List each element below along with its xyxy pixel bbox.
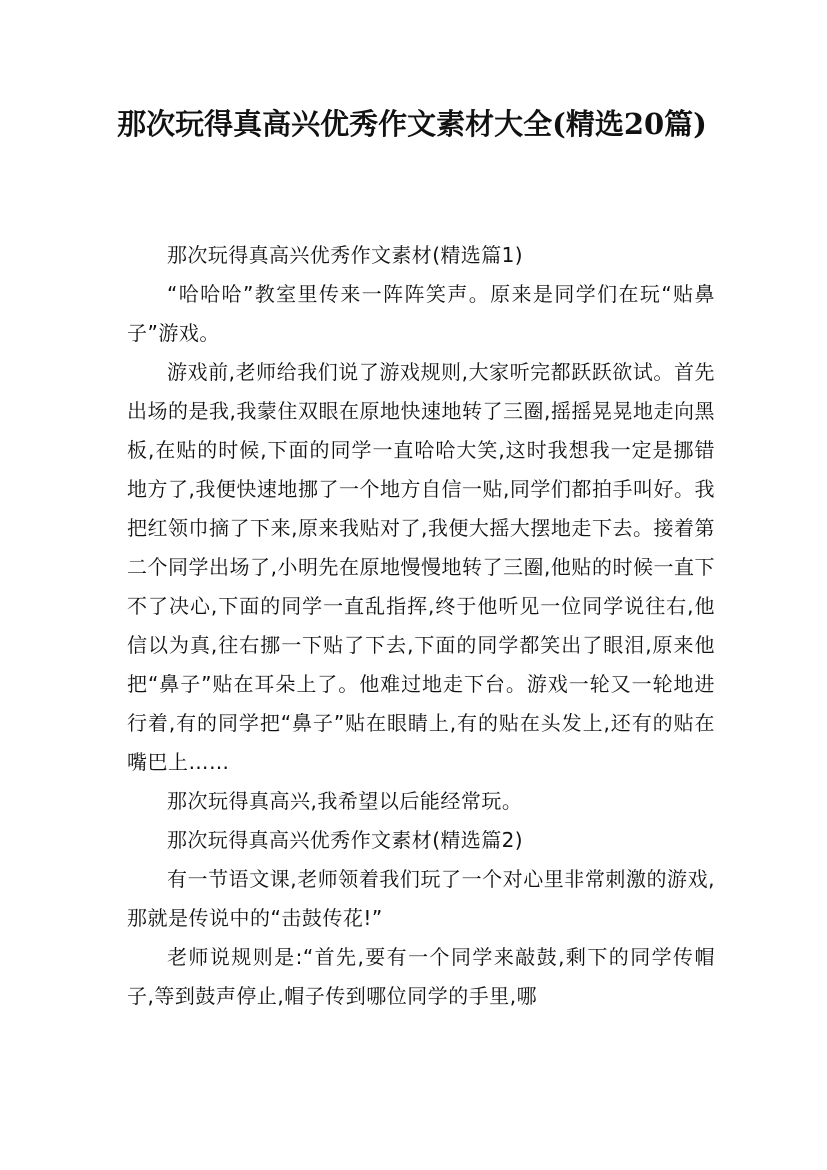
- section-heading-2: 那次玩得真高兴优秀作文素材(精选篇2): [167, 828, 523, 852]
- paragraph: 游戏前,老师给我们说了游戏规则,大家听完都跃跃欲试。首先出场的是我,我蒙住双眼在原地快速地转了三圈,摇摇晃晃地走向黑板,在贴的时候,下面的同学一直哈哈大笑,这时我想我一定是挪错地方了,我便快速地挪了一个地方自信一贴,同学们都拍手叫好。我把红领巾摘了下来,原来我贴对了,我便大摇大摆地走下去。接着第二个同学出场了,小明先在原地慢慢地转了三圈,他贴的时候一直下不了决心,下面的同学一直乱指挥,终于他听见一位同学说往右,他信以为真,往右挪一下贴了下去,下面的同学都笑出了眼泪,原来他把“鼻子”贴在耳朵上了。他难过地走下台。游戏一轮又一轮地进行着,有的同学把“鼻子”贴在眼睛上,有的贴在头发上,还有的贴在嘴巴上……: [127, 360, 715, 774]
- paragraph: 那次玩得真高兴,我希望以后能经常玩。: [167, 789, 523, 813]
- document-title: 那次玩得真高兴优秀作文素材大全(精选20篇): [117, 107, 707, 141]
- paragraph: 老师说规则是:“首先,要有一个同学来敲鼓,剩下的同学传帽子,等到鼓声停止,帽子传到哪位同学的手里,哪: [127, 945, 715, 1008]
- document-body: [127, 236, 715, 1016]
- section-heading-1: 那次玩得真高兴优秀作文素材(精选篇1): [167, 243, 523, 267]
- paragraph: “哈哈哈”教室里传来一阵阵笑声。原来是同学们在玩“贴鼻子”游戏。: [127, 282, 715, 345]
- paragraph: 有一节语文课,老师领着我们玩了一个对心里非常刺激的游戏,那就是传说中的“击鼓传花!”: [127, 867, 715, 930]
